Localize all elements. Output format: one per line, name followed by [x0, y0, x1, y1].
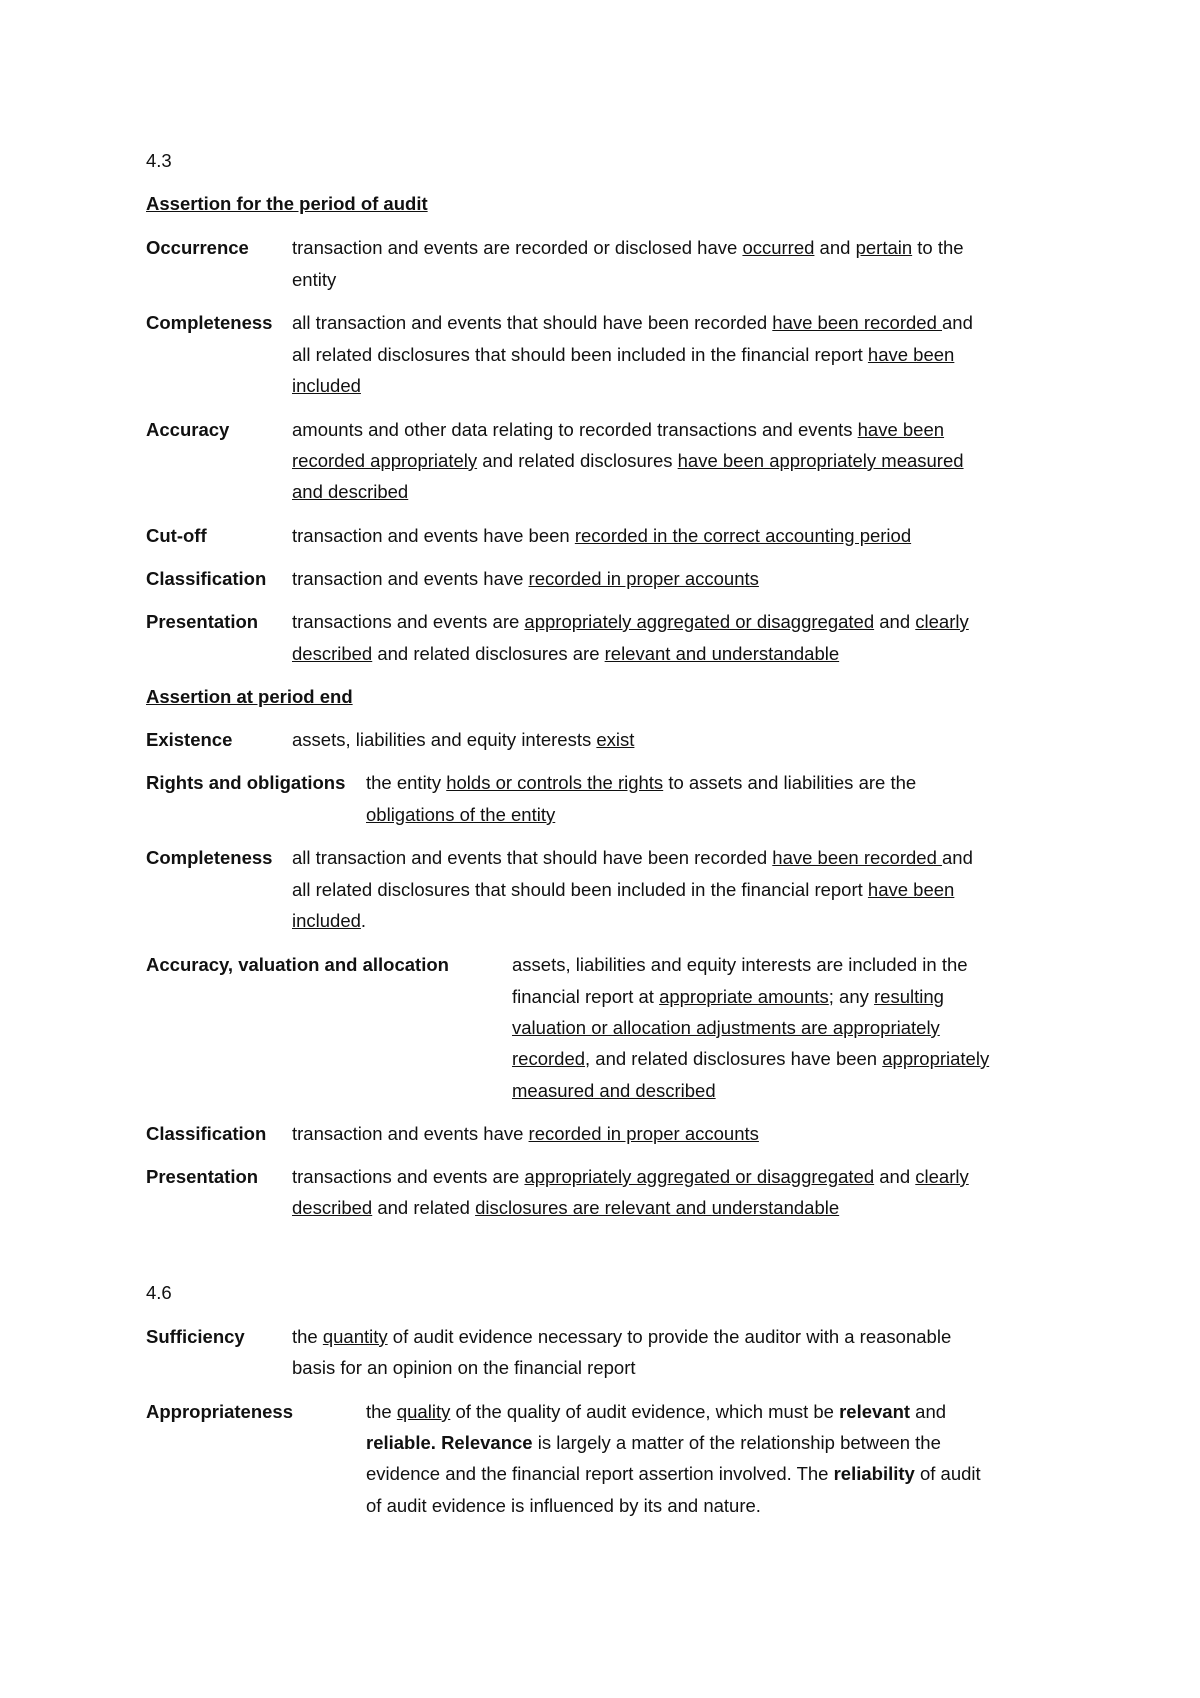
- definition-appropriateness-line-2: reliable. Relevance is largely a matter of the relationship between the: [366, 1432, 941, 1453]
- definition-valuation-line-4: recorded, and related disclosures have been appropriately: [512, 1048, 990, 1069]
- term-sufficiency: Sufficiency: [146, 1326, 245, 1347]
- term-classification: Classification: [146, 568, 267, 589]
- definition-classification: transaction and events have recorded in proper accounts: [292, 568, 759, 589]
- term-occurrence: Occurrence: [146, 237, 249, 258]
- heading-period-of-audit: Assertion for the period of audit: [146, 193, 428, 214]
- definition-completeness-period-end-line-3: included.: [292, 910, 367, 931]
- definition-rights-line-2: obligations of the entity: [366, 804, 556, 825]
- definition-accuracy-line-3: and described: [292, 481, 409, 502]
- definition-occurrence-line-1: transaction and events are recorded or disclosed have occurred and pertain to the: [292, 237, 964, 258]
- term-existence: Existence: [146, 729, 233, 750]
- definition-valuation-line-1: assets, liabilities and equity interests are included in the: [512, 954, 968, 975]
- definition-accuracy-line-1: amounts and other data relating to recorded transactions and events have been: [292, 419, 945, 440]
- term-completeness: Completeness: [146, 312, 273, 333]
- definition-existence: assets, liabilities and equity interests exist: [292, 729, 635, 750]
- definition-completeness-period-end-line-1: all transaction and events that should have been recorded have been recorded and: [292, 847, 973, 868]
- section-number-4-3: 4.3: [146, 150, 172, 171]
- term-rights-and-obligations: Rights and obligations: [146, 772, 346, 793]
- definition-completeness-period-end-line-2: all related disclosures that should been included in the financial report have been: [292, 879, 955, 900]
- definition-classification-period-end: transaction and events have recorded in proper accounts: [292, 1123, 759, 1144]
- term-appropriateness: Appropriateness: [146, 1401, 294, 1422]
- section-number-4-6: 4.6: [146, 1282, 172, 1303]
- definition-sufficiency-line-2: basis for an opinion on the financial report: [292, 1357, 636, 1378]
- definition-presentation-line-2: described and related disclosures are relevant and understandable: [292, 643, 840, 664]
- definition-presentation-line-1: transactions and events are appropriately aggregated or disaggregated and clearly: [292, 611, 969, 632]
- definition-cut-off: transaction and events have been recorded in the correct accounting period: [292, 525, 912, 546]
- definition-appropriateness-line-1: the quality of the quality of audit evidence, which must be relevant and: [366, 1401, 947, 1422]
- term-presentation: Presentation: [146, 611, 259, 632]
- definition-valuation-line-3: valuation or allocation adjustments are appropriately: [512, 1017, 940, 1038]
- definition-sufficiency-line-1: the quantity of audit evidence necessary to provide the auditor with a reasonable: [292, 1326, 952, 1347]
- term-accuracy: Accuracy: [146, 419, 230, 440]
- term-completeness-period-end: Completeness: [146, 847, 273, 868]
- definition-presentation-period-end-line-2: described and related disclosures are relevant and understandable: [292, 1197, 840, 1218]
- definition-completeness-line-2: all related disclosures that should been included in the financial report have been: [292, 344, 955, 365]
- definition-accuracy-line-2: recorded appropriately and related disclosures have been appropriately measured: [292, 450, 964, 471]
- term-cut-off: Cut-off: [146, 525, 207, 546]
- definition-completeness-line-3: included: [292, 375, 361, 396]
- term-classification-period-end: Classification: [146, 1123, 267, 1144]
- definition-occurrence-line-2: entity: [292, 269, 337, 290]
- heading-period-end: Assertion at period end: [146, 686, 353, 707]
- term-presentation-period-end: Presentation: [146, 1166, 259, 1187]
- term-accuracy-valuation-allocation: Accuracy, valuation and allocation: [146, 954, 449, 975]
- definition-appropriateness-line-3: evidence and the financial report assertion involved. The reliability of audit: [366, 1463, 981, 1484]
- definition-valuation-line-5: measured and described: [512, 1080, 716, 1101]
- definition-appropriateness-line-4: of audit evidence is influenced by its and nature.: [366, 1495, 761, 1516]
- definition-rights-line-1: the entity holds or controls the rights to assets and liabilities are the: [366, 772, 917, 793]
- definition-valuation-line-2: financial report at appropriate amounts; any resulting: [512, 986, 944, 1007]
- definition-presentation-period-end-line-1: transactions and events are appropriately aggregated or disaggregated and clearly: [292, 1166, 969, 1187]
- definition-completeness-line-1: all transaction and events that should have been recorded have been recorded and: [292, 312, 973, 333]
